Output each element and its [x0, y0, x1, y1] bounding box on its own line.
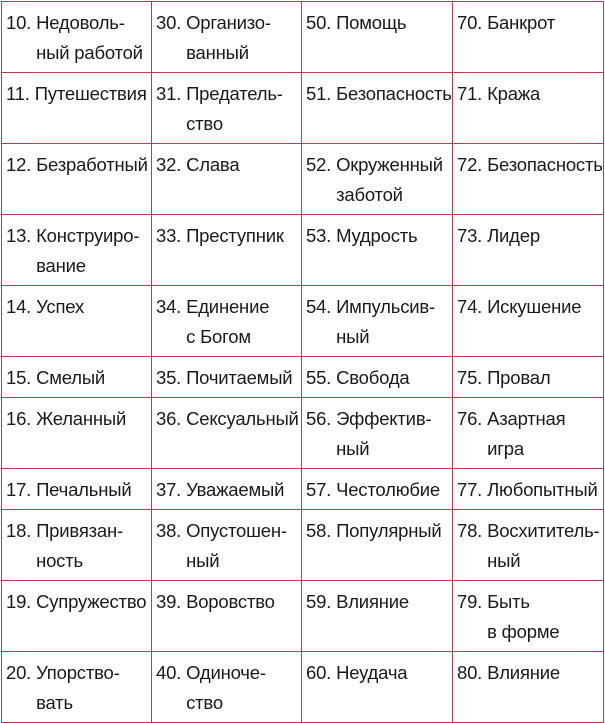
item-number: 51.: [306, 83, 332, 104]
item-text: Единение с Богом: [186, 296, 270, 347]
item-number: 70.: [457, 12, 483, 33]
table-row: [2, 215, 604, 286]
table-row: [2, 286, 604, 357]
item-number: 31.: [156, 83, 182, 104]
item-number: 19.: [6, 591, 32, 612]
item-number: 54.: [306, 296, 332, 317]
item-number: 17.: [6, 479, 32, 500]
item-text: Популярный: [336, 520, 442, 541]
table-cell: [453, 215, 604, 286]
table-cell: [152, 73, 302, 144]
table-cell: [453, 73, 604, 144]
item-text: Супружество: [36, 591, 147, 612]
table-cell: [152, 510, 302, 581]
item-text: Быть в форме: [487, 591, 560, 642]
item-number: 35.: [156, 367, 182, 388]
item-text: Безопасность: [487, 154, 603, 175]
table-cell: [2, 286, 152, 357]
item-text: Свобода: [336, 367, 410, 388]
item-text: Упорство- вать: [36, 662, 120, 713]
item-text: Успех: [36, 296, 84, 317]
item-number: 39.: [156, 591, 182, 612]
item-text: Слава: [186, 154, 240, 175]
table-cell: [2, 215, 152, 286]
item-number: 53.: [306, 225, 332, 246]
table-cell: [302, 215, 453, 286]
item-number: 36.: [156, 408, 182, 429]
item-number: 15.: [6, 367, 32, 388]
table-cell: [302, 2, 453, 73]
table-cell: [152, 215, 302, 286]
table-cell: [453, 652, 604, 723]
item-number: 38.: [156, 520, 182, 541]
item-text: Мудрость: [336, 225, 418, 246]
table-row: [2, 2, 604, 73]
item-number: 20.: [6, 662, 32, 683]
table-cell: [152, 357, 302, 398]
table-row: [2, 510, 604, 581]
item-number: 34.: [156, 296, 182, 317]
table-cell: [453, 357, 604, 398]
item-text: Помощь: [336, 12, 407, 33]
item-text: Смелый: [36, 367, 106, 388]
table-cell: [302, 652, 453, 723]
item-number: 73.: [457, 225, 483, 246]
table-cell: [2, 357, 152, 398]
table-cell: [302, 286, 453, 357]
item-number: 56.: [306, 408, 332, 429]
table-cell: [302, 581, 453, 652]
item-text: Азартная игра: [487, 408, 566, 459]
item-text: Преступник: [186, 225, 284, 246]
table-cell: [302, 469, 453, 510]
item-number: 32.: [156, 154, 182, 175]
table-cell: [453, 2, 604, 73]
item-text: Привязан- ность: [36, 520, 123, 571]
item-text: Опустошен- ный: [186, 520, 287, 571]
item-text: Влияние: [336, 591, 410, 612]
table-cell: [152, 286, 302, 357]
item-text: Лидер: [487, 225, 540, 246]
table-cell: [2, 581, 152, 652]
table-cell: [2, 2, 152, 73]
item-number: 57.: [306, 479, 332, 500]
table-cell: [2, 652, 152, 723]
item-number: 78.: [457, 520, 483, 541]
table-cell: [453, 144, 604, 215]
item-text: Воровство: [186, 591, 275, 612]
table-row: [2, 357, 604, 398]
item-text: Банкрот: [487, 12, 556, 33]
item-number: 58.: [306, 520, 332, 541]
item-text: Эффектив- ный: [336, 408, 432, 459]
item-number: 80.: [457, 662, 483, 683]
item-number: 16.: [6, 408, 32, 429]
table-cell: [152, 2, 302, 73]
item-text: Печальный: [36, 479, 132, 500]
item-number: 76.: [457, 408, 483, 429]
table-cell: [152, 581, 302, 652]
table-row: [2, 73, 604, 144]
table-cell: [453, 469, 604, 510]
table-cell: [302, 144, 453, 215]
item-text: Уважаемый: [186, 479, 285, 500]
item-text: Безопасность: [336, 83, 452, 104]
item-text: Окруженный заботой: [336, 154, 443, 205]
item-number: 33.: [156, 225, 182, 246]
table-cell: [152, 469, 302, 510]
item-number: 14.: [6, 296, 32, 317]
item-text: Кража: [487, 83, 541, 104]
item-number: 74.: [457, 296, 483, 317]
item-text: Одиноче- ство: [186, 662, 266, 713]
item-text: Желанный: [36, 408, 127, 429]
table-row: [2, 469, 604, 510]
item-text: Любопытный: [487, 479, 598, 500]
item-text: Безработный: [36, 154, 148, 175]
table-row: [2, 144, 604, 215]
table-row: [2, 652, 604, 723]
item-number: 55.: [306, 367, 332, 388]
table-cell: [2, 144, 152, 215]
word-list-table: [1, 1, 604, 723]
item-number: 30.: [156, 12, 182, 33]
item-number: 18.: [6, 520, 32, 541]
item-text: Предатель- ство: [186, 83, 283, 134]
item-number: 40.: [156, 662, 182, 683]
item-text: Восхититель- ный: [487, 520, 600, 571]
item-text: Путешествия: [34, 83, 147, 104]
table-cell: [302, 510, 453, 581]
item-number: 77.: [457, 479, 483, 500]
item-text: Сексуальный: [186, 408, 299, 429]
item-number: 59.: [306, 591, 332, 612]
item-text: Организо- ванный: [186, 12, 271, 63]
table-cell: [453, 398, 604, 469]
item-number: 72.: [457, 154, 483, 175]
item-text: Провал: [487, 367, 551, 388]
item-number: 12.: [6, 154, 32, 175]
item-number: 79.: [457, 591, 483, 612]
table-cell: [302, 398, 453, 469]
table-row: [2, 581, 604, 652]
item-number: 37.: [156, 479, 182, 500]
item-number: 60.: [306, 662, 332, 683]
table-cell: [2, 73, 152, 144]
table-cell: [2, 510, 152, 581]
table-cell: [152, 144, 302, 215]
table-cell: [2, 398, 152, 469]
item-text: Конструиро- вание: [36, 225, 140, 276]
table-cell: [2, 469, 152, 510]
item-text: Импульсив- ный: [336, 296, 435, 347]
table-cell: [302, 357, 453, 398]
table-cell: [302, 73, 453, 144]
item-number: 11.: [6, 83, 30, 104]
item-number: 50.: [306, 12, 332, 33]
table-cell: [152, 652, 302, 723]
item-text: Честолюбие: [336, 479, 440, 500]
item-number: 52.: [306, 154, 332, 175]
item-text: Влияние: [487, 662, 561, 683]
table-row: [2, 398, 604, 469]
item-text: Искушение: [487, 296, 582, 317]
item-number: 13.: [6, 225, 32, 246]
item-number: 10.: [6, 12, 32, 33]
table-cell: [453, 286, 604, 357]
item-number: 75.: [457, 367, 483, 388]
table-cell: [152, 398, 302, 469]
item-text: Почитаемый: [186, 367, 293, 388]
item-number: 71.: [457, 83, 483, 104]
item-text: Неудача: [336, 662, 408, 683]
item-text: Недоволь- ный работой: [36, 12, 143, 63]
table-cell: [453, 581, 604, 652]
table-cell: [453, 510, 604, 581]
